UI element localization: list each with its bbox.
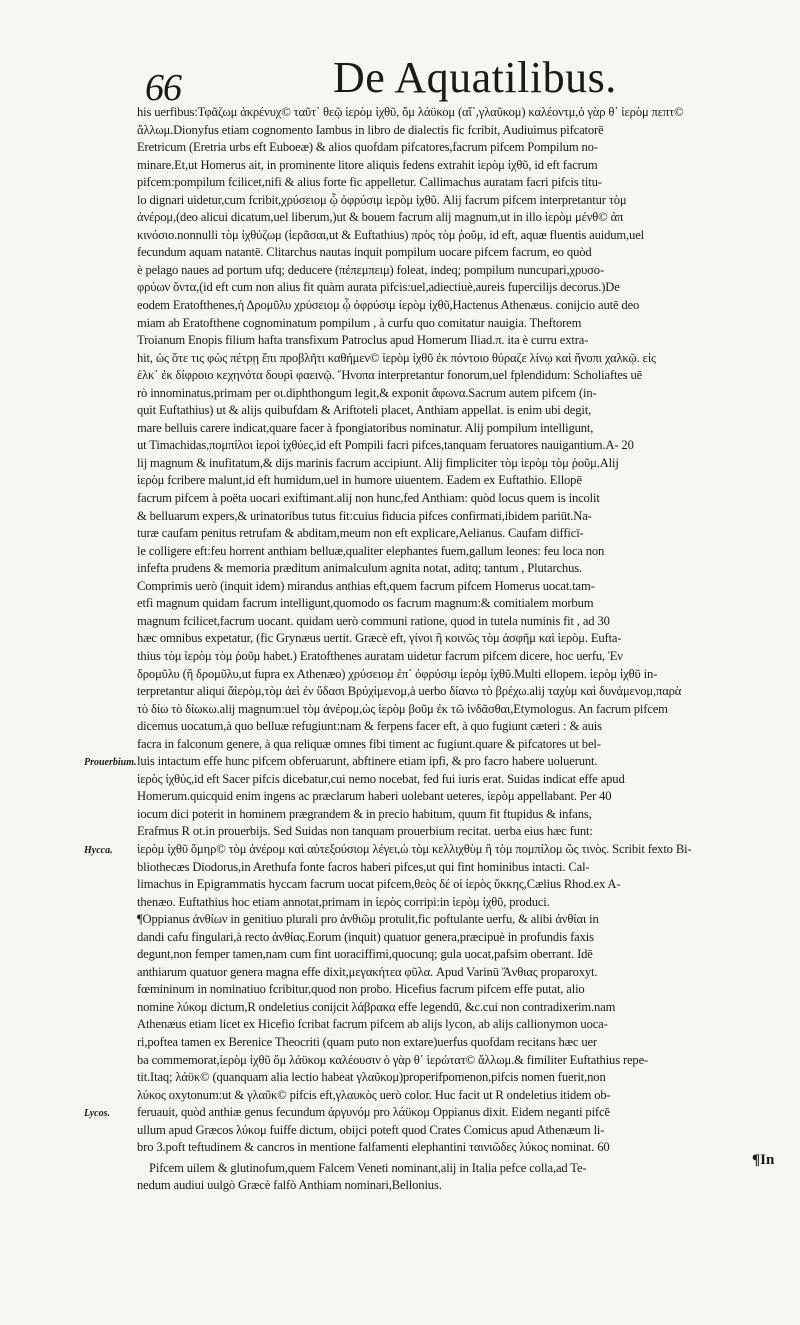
text-line: ἱερὸς ἰχθύς,id eft Sacer pifcis dicebatur,cui nemo nocebat, fed fui iuris erat. Suidas indicat effe apud [137, 771, 625, 786]
text-line: ullum apud Græcos λύκομ fuiffe dictum, obijci poteft quod Crates Comicus apud Athenæum li- [137, 1122, 605, 1137]
text-line: anthiarum quatuor genera magna effe dixit,μεγακήτεα φῦλα. Apud Varinū Ἄνθιας proparoxyt. [137, 964, 598, 979]
text-line: his uerfibus:Τφᾶζωμ ἀκρένυχ© ταῦτ᾽ θεῷ ἱερὸμ ἰχθῦ, ὄμ λάϋκομ (αἴ᾽,γλαῦκομ) καλέοντμ,ὁ γὰρ θ᾽ ἱερὸμ πεπτ© [137, 105, 684, 119]
text-line: τὸ δίω τὸ δίωκω.alij magnum:uel τὸμ ἀνέρομ,ὡς ἱερὸμ βοῦμ ἐκ τῶ ἱνδᾶσθαι,Etymologus. An facrum pifcem [137, 701, 668, 716]
text-line: δρομῦλυ (ἢ δρομῦλυ,ut fupra ex Athenæo) χρύσειομ ἐπ᾽ ὀφρύσιμ ἱερὸμ ἰχθῦ.Multi ellopem. ἱερὸμ ἰχθῦ in- [137, 666, 658, 681]
text-line: ri,poftea tamen ex Berenice Theocriti (quam puto non extare)uerfus quofdam recitans hæc uer [137, 1034, 597, 1049]
text-line: Troianum Enopis filium hafta transfixum Patroclus apud Homerum Iliad.π. ita è curru extra- [137, 333, 589, 348]
text-line: minare.Et,ut Homerus ait, in prominente litore aliquis fedens extrahit ἱερὸμ ἰχθῦ, id eft facrum [137, 157, 598, 172]
text-line: rò innominatus,primam per οι.diphthongum legit,& exponit ἄφωνα.Sacrum autem pifcem (in- [137, 385, 597, 400]
text-line: thius τὸμ ἱερὸμ τὸμ ῥοῦμ habet.) Eratofthenes auratam uidetur facrum pifcem dicere, hoc uerfu, Ἐν [137, 648, 623, 663]
text-line: λύκος oxytonum:ut & γλαῦκ© pifcis eft,γλαυκὸς uerò color. Huc facit ut R ondeletius itidem ob- [137, 1087, 611, 1102]
page-number: 66 [145, 67, 181, 109]
text-line: κινόσιο.nonnulli τὸμ ἰχθύζωμ (ἱερᾶσαι,ut & Euftathius) πρὸς τὸμ ῥοῦμ, id eft, aquæ fluentis auidum,uel [137, 227, 644, 242]
text-line: Athenæus etiam licet ex Hicefio fcribat facrum pifcem ab alijs lycon, ab alijs callionymon uoca- [137, 1017, 608, 1032]
text-line: Eretricum (Eretria urbs eft Euboeæ) & alios quofdam pifcatores,facrum pifcem Pompilum no- [137, 140, 598, 155]
text-line: & belluarum expers,& urinatoribus tutus fit:cuius fiducia pifces confirmati,ibidem pariūt.Na- [137, 508, 592, 523]
text-line: eodem Eratofthenes,ἡ Δρομῦλυ χρύσειομ ᾧ ὀφρύσιμ ἱερὸμ ἰχθῦ,Hactenus Athenæus. conijcio autē deo [137, 298, 640, 313]
text-line: etfi magnum quidam facrum intelligunt,quomodo os facrum magnum:& comitialem morbum [137, 596, 594, 611]
text-line: infefta prudens & memoria præditum animalculum agnita notat, aditq; tantum , Plutarchus. [137, 561, 582, 576]
text-line: mare belluis carere indicat,quare facer à fpongiatoribus nominatur. Alij pompilum intelligunt, [137, 420, 594, 435]
margin-note: Lycos. [84, 1108, 111, 1120]
text-line: bliothecæs Diodorus,in Arethufa fonte facros haberi pifces,ut qui fint hominibus intacti. Cal- [137, 859, 590, 874]
text-line: lij magnum & inufitatum,& dijs marinis facrum accipiunt. Alij fimpliciter τὸμ ἱερὸμ τὸμ ῥοῦμ.Alij [137, 455, 619, 470]
text-line: thenæo. Euftathius hoc etiam annotat,primam in ἱερὸς corripi:in ἱερὸμ ἰχθῦ, produci. [137, 894, 550, 909]
text-line: Homerum.quicquid enim ingens ac præclarum haberi uolebant ueteres, ἱερὸμ appellabant. Per 40 [137, 789, 612, 804]
text-line: hit, ὡς ὅτε τις φὼς πέτρῃ ἔπι προβλῆτι καθήμεν© ἱερὸμ ἰχθῦ ἐκ πόντοιο θύραζε λίνῳ καὶ ἤνοπι χαλκῷ. εἰς [137, 350, 656, 365]
text-line: fœmininum in nominatiuo fcribitur,quod non probo. Hicefius facrum pifcem effe putat, alio [137, 982, 585, 997]
text-line: è pelago naues ad portum ufq; deducere (πέπεμπειμ) foleat, indeq; pompilum nuncupari,χρυσο- [137, 262, 604, 277]
text-line: magnum fcilicet,facrum uocant. quidam uerò communi ratione, quod in tutela numinis fit , ad 30 [137, 613, 610, 628]
text-line: iocum dici poterit in hominem prægrandem & in precio habitum, quum fit ftupidus & infans, [137, 806, 592, 821]
margin-note: Hycca. [84, 845, 113, 857]
text-line: Erafmus R ot.in prouerbijs. Sed Suidas non tanquam prouerbium recitat. uerba eius hæc funt: [137, 824, 593, 839]
text-line: ἱερὸμ ἰχθῦ ὅμηρ© τὸμ ἀνέρομ καὶ αὐτεξούσιομ λέγει,ὡ τὸμ κελλιχθὺμ ἢ τὸμ πομπίλομ ὥς τινὸς. Scribit fexto Bi- [137, 841, 692, 856]
margin-note: Prouerbium. [84, 757, 137, 769]
text-line: ¶Oppianus ἀνθίων in genitiuo plurali pro ἀνθιῶμ protulit,fic poftulante uerfu, & alibi ἀνθίαι in [137, 912, 599, 927]
text-line: ut Timachidas,πομπίλοι ἱεροὶ ἰχθύες,id eft Pompili facri pifces,tanquam feruatores nauigantium.A- 20 [137, 438, 634, 453]
text-line: feruauit, quòd anthiæ genus fecundum ἀργυνόμ pro λάϋκομ Oppianus dixit. Eidem neganti pifcē [137, 1105, 610, 1120]
text-line: miam ab Eratofthene cognominatum pompilum , à curfu quo comitatur nauigia. Theftorem [137, 315, 582, 330]
text-line: ba commemorat,ἱερὸμ ἰχθῦ ὄμ λάϋκομ καλέουσιν ὁ γὰρ θ᾽ ἱερώτατ© ἄλλωμ.& fimiliter Euftathius repe- [137, 1052, 649, 1067]
text-line: tit.Itaq; λάϋκ© (quanquam alia lectio habeat γλαῦκομ)properifpomenon,pifcis nomen fuerit,non [137, 1070, 606, 1085]
text-line: facra in falconum genere, à qua reliquæ omnes fibi timent ac fugiunt.quare & pifcatores ut bel- [137, 736, 601, 751]
page-title: De Aquatilibus. [333, 53, 617, 102]
text-line: ἑλκ᾽ ἐκ δίφροιο κεχηνότα δουρὶ φαεινῷ. Ἤνοπα interpretantur fonorum,uel fplendidum: Scholiaftes uē [137, 368, 643, 383]
text-line: turæ caufam penitus retrufam & abditam,meum non eft explicare,Aelianus. Caufam difficī- [137, 526, 584, 541]
text-line: luis intactum effe hunc pifcem obferuarunt, abftinere etiam ipfi, & pro facro habere uoluerunt. [137, 754, 598, 769]
text-line: lo dignari uidetur,cum fcribit,χρύσειομ ᾧ ὀφρύσιμ ἱερὸμ ἰχθῦ. Alij facrum pifcem interpretantur τὸμ [137, 192, 627, 207]
text-body [137, 104, 773, 1195]
text-line: facrum pifcem à poëta uocari exiftimant.alij non hunc,fed Anthiam: quòd locus quem is incolit [137, 491, 600, 506]
text-line: Pifcem uilem & glutinofum,quem Falcem Veneti nominant,alij in Italia pefce colla,ad Te- [149, 1160, 587, 1175]
text-line: ἀνέρομ,(deo alicui dicatum,uel liberum,)ut & bouem facrum alij magnum,ut in illo ἱερὸμ μένθ© ἀπ [137, 210, 624, 225]
running-head [135, 52, 775, 110]
text-line: le colligere eft:feu horrent anthiam belluæ,qualiter elephantes fuem,gallum leones: feu loca non [137, 543, 605, 558]
text-line: pifcem:pompilum fcilicet,nifi & alius forte fic appelletur. Callimachus auratam facri pifcis titu- [137, 175, 602, 190]
text-line: bro 3.poft teftudinem & cancros in mentione falfamenti elephantini ταινιῶδες λύκος nominat. 60 [137, 1140, 610, 1155]
text-line: limachus in Epigrammatis hyccam facrum uocat pifcem,θεὸς δέ οἱ ἱερὸς ὕκκης,Cælius Rhod.ex A- [137, 877, 621, 892]
text-line: dicemus uocatum,à quo belluæ refugiunt:nam & ferpens facer eft, à quo fugiunt cæteri : & auis [137, 719, 602, 734]
text-line: quit Euftathius) ut & alijs quibufdam & Ariftoteli placet, Anthiam appellat. is enim ubi degit, [137, 403, 592, 418]
text-line: φρύων ὄντα,(id eft cum non alius fit quàm aurata pifcis:uel,adiectiuè,aureis fupercilijs decorus.)De [137, 280, 620, 295]
text-line: terpretantur aliqui ἄἱερὸμ,τὸμ ἀεὶ ἐν ὕδασι Βρύχίμενομ,à uerbo δίανω τὸ βρέχω.alij ταχὺμ καὶ δυνάμενομ,παρὰ [137, 684, 682, 699]
text-line: Comprimis uerò (inquit idem) mirandus anthias eft,quem facrum pifcem Homerus uocat.tam- [137, 578, 595, 593]
text-line: dandi cafu fingulari,à recto ἀνθίας.Eorum (inquit) quatuor genera,præcipuè in profundis faxis [137, 929, 594, 944]
text-line: fecundum aquam natantē. Clitarchus nautas inquit pompilum uocare pifcem facrum, eo quòd [137, 245, 592, 260]
text-line: ἱερὸμ fcribere malunt,id eft humidum,uel in humore uiuentem. Eadem ex Euftathio. Ellopē [137, 473, 582, 488]
text-line: nedum audiui uulgò Græcè falfò Anthiam nominari,Bellonius. [137, 1178, 442, 1193]
catchword: ¶In [752, 1152, 775, 1168]
text-line: hæc omnibus expetatur, (fic Grynæus uertit. Græcè eft, γίνοι ἢ κοινῶς τὸμ ἀσφῆμ καὶ ἱερὸμ. Eufta- [137, 631, 622, 646]
text-line: degunt,non femper tamen,nam cum fint uoraciffimi,quocunq; gula uocat,pafsim oberrant. Idē [137, 947, 593, 962]
text-line: ἄλλωμ.Dionyfus etiam cognomento Iambus in libro de dialectis fic fcribit, Audiuimus pifcatorē [137, 122, 604, 137]
text-line: nomine λύκομ dictum,R ondeletius conijcit λάβρακα effe legendū, &c.cui non contradixerim.nam [137, 999, 616, 1014]
